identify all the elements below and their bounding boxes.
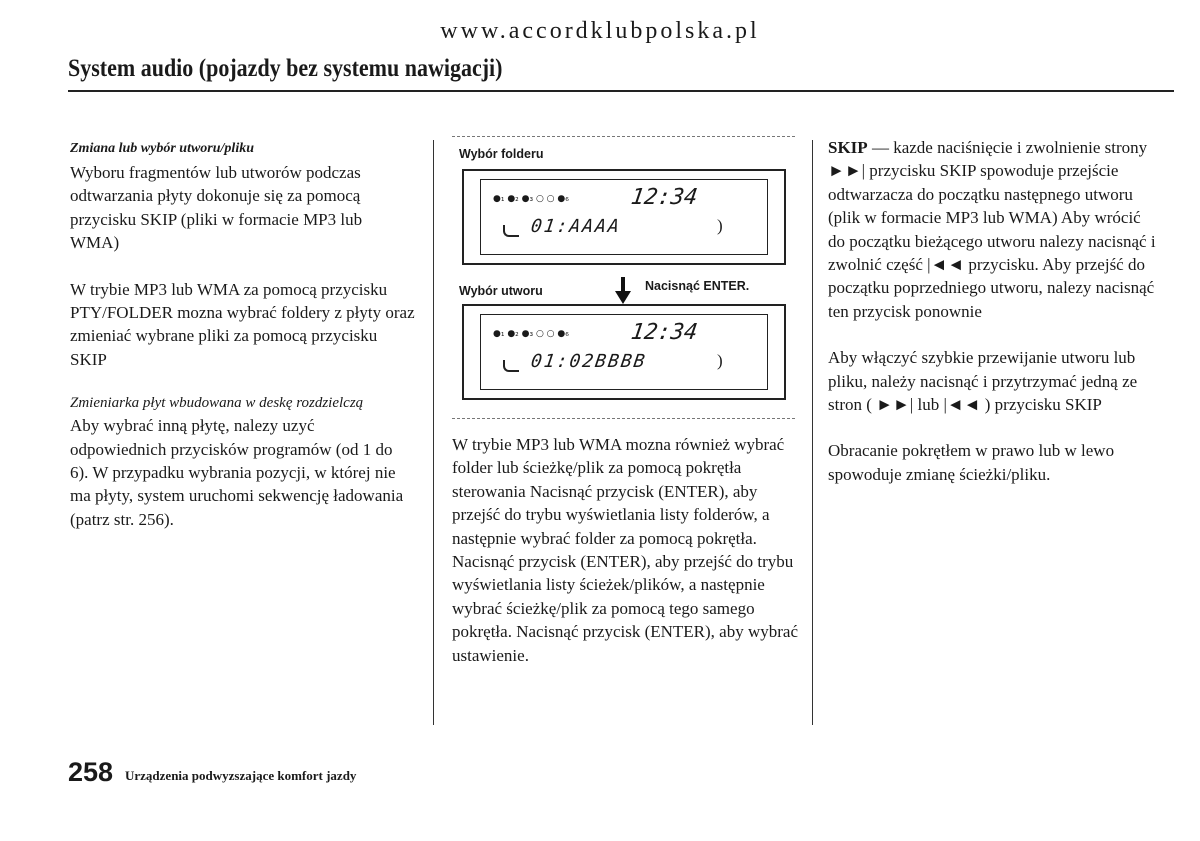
clock-readout: 12:34 [629, 185, 699, 210]
skip-label: SKIP [828, 138, 868, 157]
radio-display-folder [462, 169, 786, 265]
figure-display-diagram [452, 136, 795, 426]
disc-indicator-icons: ●₁ ●₂ ●₃ ○ ○ ●₆ [493, 329, 569, 339]
clock-readout: 12:34 [629, 320, 699, 345]
arrow-down-icon [615, 277, 631, 304]
paragraph: W trybie MP3 lub WMA mozna również wybrać folder lub ścieżkę/plik za pomocą pokrętła sterowania Nacisnąć przycisk (ENTER), aby przejść do trybu wyświetlania listy folderów, a następnie wybrać folder za pomocą pokrętła. Nacisnąć przycisk (ENTER), aby przejść do trybu wyświetlania listy ścieżek/plików, a następnie wybrać ścieżkę/plik za pomocą tego samego pokrętła. Nacisnąć przycisk (ENTER), aby wybrać ustawienie. [452, 435, 799, 665]
column-divider-right [812, 140, 813, 725]
subheading: Zmiana lub wybór utworu/pliku [70, 141, 254, 156]
page-title: System audio (pojazdy bez systemu nawigacji) [68, 55, 503, 82]
folder-icon [503, 360, 519, 372]
title-divider [68, 90, 1174, 92]
paragraph: Aby włączyć szybkie przewijanie utworu lub pliku, należy nacisnąć i przytrzymać jedną ze stron ( ►►| lub |◄◄ ) przycisku SKIP [828, 348, 1138, 415]
track-readout: 01:02BBBB [529, 351, 649, 372]
paragraph: Obracanie pokrętłem w prawo lub w lewo spowoduje zmianę ścieżki/pliku. [828, 441, 1115, 484]
site-url: www.accordklubpolska.pl [440, 18, 760, 44]
figure-bottom-border [452, 418, 795, 419]
paragraph: Aby wybrać inną płytę, nalezy uzyć odpowiednich przycisków programów (od 1 do 6). W przypadku wybrania pozycji, w której nie ma płyty, system uruchomi sekwencję ładowania (patrz str. 256). [70, 416, 404, 529]
label-track-select: Wybór utworu [459, 284, 543, 298]
display-bracket: ) [717, 216, 723, 235]
label-folder-select: Wybór folderu [459, 147, 544, 161]
note-title: Zmieniarka płyt wbudowana w deskę rozdzielczą [70, 395, 364, 412]
folder-readout: 01:AAAA [529, 216, 623, 237]
figure-top-border [452, 136, 795, 137]
chapter-title: Urządzenia podwyzszające komfort jazdy [125, 768, 357, 783]
display-screen [480, 179, 768, 255]
disc-indicator-icons: ●₁ ●₂ ●₃ ○ ○ ●₆ [493, 194, 569, 204]
right-column [828, 136, 1158, 486]
page-number: 258 [68, 757, 114, 787]
display-screen [480, 314, 768, 390]
column-divider-left [433, 140, 434, 725]
display-bracket: ) [717, 351, 723, 370]
paragraph: — kazde naciśnięcie i zwolnienie strony ►►| przycisku SKIP spowoduje przejście odtwarzacza do początku następnego utworu (plik w formacie MP3 lub WMA) Aby wrócić do początku bieżącego utworu nalezy nacisnąć i zwolnić część |◄◄ przycisku. Aby przejść do początku poprzedniego utworu, nalezy nacisnąć ten przycisk ponownie [828, 138, 1156, 321]
folder-icon [503, 225, 519, 237]
press-enter-label: Nacisnąć ENTER. [645, 279, 750, 293]
middle-column [452, 433, 802, 667]
radio-display-track [462, 304, 786, 400]
left-column [70, 141, 415, 531]
paragraph: W trybie MP3 lub WMA za pomocą przycisku PTY/FOLDER mozna wybrać foldery z płyty oraz zmieniać wybrane pliki za pomocą przycisku SKIP [70, 279, 415, 369]
paragraph: Wyboru fragmentów lub utworów podczas odtwarzania płyty dokonuje się za pomocą przycisku SKIP (pliki w formacie MP3 lub WMA) [70, 163, 363, 253]
